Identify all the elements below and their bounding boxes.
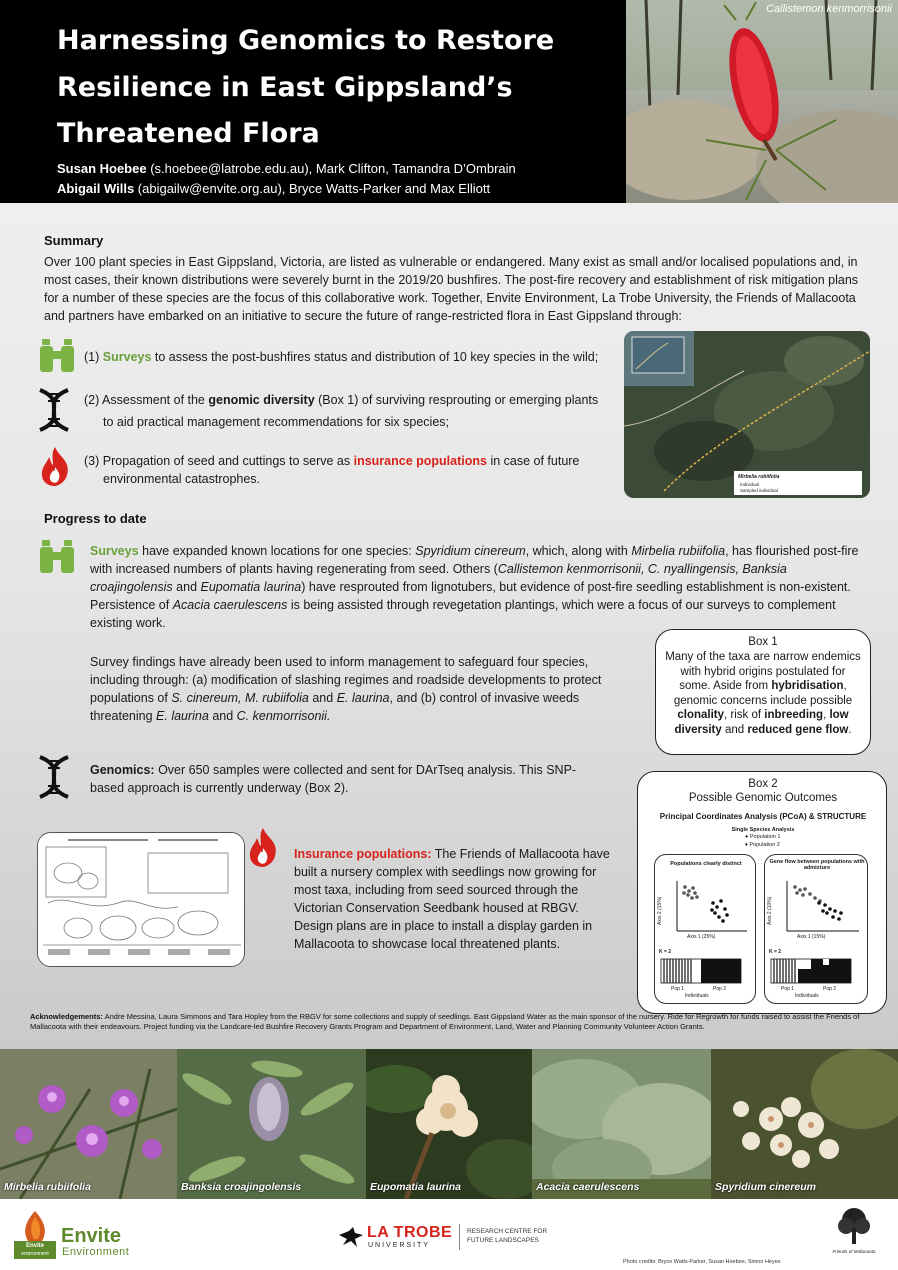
box-1 (655, 629, 871, 755)
binoculars-icon (37, 536, 77, 576)
single-species-label: Single Species Analysis (731, 827, 795, 833)
item-text: in case of future (486, 454, 580, 468)
summary-text: Over 100 plant species in East Gippsland, Victoria, are listed as vulnerable or endangered. Many exist as small and/or localised populations and, in most cases, their known distributions were severely burnt in the 2019/20 bushfires. The post-fire recovery and establishment of risk mitigation plans for a number of these species are the focus of this collaborative work. Together, Envite Environment, La Trobe University, the Friends of Mallacoota and partners have embarked on an initiative to secure the future of range-restricted flora in East Gippsland through: (44, 255, 859, 323)
fire-icon (37, 445, 77, 485)
latrobe-eagle-icon (337, 1225, 365, 1249)
text-run: , which, along with (525, 544, 632, 558)
map-legend-item: Sampled individual (740, 488, 778, 493)
binoculars-icon (37, 335, 77, 375)
photo-credits: Photo credits: Bryce Watts-Parker, Susan Hoebee, Simon Heyes (623, 1259, 781, 1265)
photo-banksia (177, 1049, 366, 1199)
species-name: S. cinereum, M. rubiifolia (171, 691, 309, 705)
surveys-key: Surveys (90, 544, 139, 558)
photo-acacia (532, 1049, 711, 1199)
photo-eupomatia (366, 1049, 532, 1199)
y-axis-label: Axis 2 (15%) (657, 896, 663, 925)
species-name: Acacia caerulescens (172, 598, 288, 612)
friends-label: Friends of Mallacoota (832, 1249, 876, 1254)
author-lead: Susan Hoebee (57, 161, 147, 176)
latrobe-wordmark: LA TROBE (367, 1224, 453, 1241)
genomics-key: Genomics: (90, 763, 155, 777)
progress-surveys-text (90, 542, 865, 632)
hero-caption: Callistemon kenmorrisonii (766, 3, 892, 15)
photo-mirbelia (0, 1049, 177, 1199)
item-number: (1) (84, 350, 103, 364)
legend-pop2: ♦ Population 2 (745, 842, 780, 848)
progress-heading: Progress to date (44, 511, 147, 526)
text-run: , has flourished post-fire with increased numbers of plants having regenerating from seed. Others ( (90, 544, 859, 576)
text-run: low diversity (674, 709, 849, 736)
summary-heading: Summary (44, 233, 104, 248)
summary-item-3 (84, 452, 624, 470)
species-name: E. laurina (336, 691, 390, 705)
poster-title (57, 18, 617, 158)
panel-title: Populations clearly distinct (670, 861, 742, 867)
box-2 (637, 771, 887, 1014)
individuals-label: Individuals (685, 993, 709, 999)
pop-label: Pop 1 (671, 986, 685, 992)
item-text: (3) Propagation of seed and cuttings to serve as (84, 454, 354, 468)
text-run: Acknowledgements: (30, 1012, 103, 1021)
dna-icon (34, 388, 74, 428)
dna-icon (34, 755, 74, 795)
pop-label: Pop 2 (823, 986, 837, 992)
species-name: Spyridium cinereum (415, 544, 526, 558)
fire-icon (245, 826, 285, 866)
legend-pop1: ● Population 1 (745, 834, 781, 840)
species-name: Eupomatia laurina (200, 580, 302, 594)
text-run: and (721, 723, 748, 736)
callistemon-photo (626, 0, 898, 203)
pcoa-panel-distinct (654, 854, 756, 1004)
author-rest: (abigailw@envite.org.au), Bryce Watts-Parker and Max Elliott (134, 181, 491, 196)
text-run: , and (b) control of invasive weeds threatening (90, 691, 580, 723)
research-centre-line-2: FUTURE LANDSCAPES (467, 1237, 539, 1244)
text-run: ) have resprouted from lignotubers, but evidence of post-fire seedling establishment is non-existent. Persistence of (90, 580, 851, 612)
progress-genomics-text (90, 761, 610, 797)
panel-title: Gene flow between populations with admixture (769, 859, 865, 871)
text-run: is being assisted through revegetation plantings, which were a focus of our surveys to complement existing work. (90, 598, 836, 630)
summary-item-1 (84, 348, 624, 366)
insurance-key: Insurance populations: (294, 847, 432, 861)
species-name: C. kenmorrisonii. (236, 709, 331, 723)
legend-label: Population 2 (749, 842, 780, 848)
envite-small-label: Envite (25, 1243, 44, 1249)
envite-small-label-2: environment (21, 1251, 49, 1257)
text-run: . (848, 723, 852, 736)
pop-label: Pop 2 (713, 986, 727, 992)
text-run: The Friends of Mallacoota have built a nursery complex with seedlings now growing for most taxa, including from seed sourced through the Victorian Conservation Seedbank housed at RBGV. Design plans are in place to install a display garden in Mallacoota to showcase local threatened plants. (294, 847, 610, 951)
summary-item-2 (84, 391, 624, 409)
individuals-label: Individuals (795, 993, 819, 999)
item-text: to assess the post-bushfires status and distribution of 10 key species in the wild; (151, 350, 599, 364)
text-run: Over 650 samples were collected and sent for DArTseq analysis. This SNP-based approach is currently underway (Box 2). (90, 763, 577, 795)
text-run: and (308, 691, 337, 705)
text-run: , risk of (724, 709, 765, 721)
item-key: genomic diversity (208, 393, 315, 407)
x-axis-label: Axis 1 (15%) (797, 934, 826, 940)
envite-wordmark: Envite (61, 1225, 122, 1247)
summary-item-3-cont: environmental catastrophes. (103, 472, 261, 486)
y-axis-label: Axis 2 (10%) (767, 896, 773, 925)
text-run: Survey findings have already been used to inform management to safeguard four species, including through: (a) modification of slashing regimes and roadside developments to protect populations of (90, 655, 602, 705)
friends-of-mallacoota-logo (834, 1206, 874, 1250)
progress-insurance-text (294, 845, 614, 953)
environment-wordmark: Environment (62, 1246, 130, 1258)
university-wordmark: UNIVERSITY (368, 1242, 431, 1249)
text-run: reduced gene flow (747, 723, 849, 736)
box-1-text (664, 650, 862, 737)
text-run: clonality (677, 709, 725, 721)
envite-logo (12, 1207, 58, 1261)
summary-item-2-cont: to aid practical management recommendations for six species; (103, 415, 449, 429)
author-rest: (s.hoebee@latrobe.edu.au), Mark Clifton, Tamandra D’Ombrain (146, 161, 516, 176)
nursery-site-plan (37, 832, 245, 967)
species-name: Callistemon kenmorrisonii, C. nyallingensis, Banksia croajingolensis (90, 562, 787, 594)
survey-map (624, 331, 870, 498)
authors-line-2 (57, 181, 490, 196)
text-run: have expanded known locations for one species: (138, 544, 416, 558)
map-legend-item: Individual (740, 482, 760, 487)
item-key: Surveys (102, 350, 152, 364)
progress-management-text (90, 653, 630, 725)
photo-caption: Eupomatia laurina (370, 1181, 462, 1193)
item-key: insurance populations (353, 454, 487, 468)
photo-spyridium (711, 1049, 898, 1199)
k-label: K = 2 (659, 949, 672, 955)
text-run: and (208, 709, 237, 723)
analysis-title: Principal Coordinates Analysis (PCoA) & STRUCTURE (659, 812, 867, 821)
pcoa-panel-admixture (764, 854, 868, 1004)
title-line-3: Threatened Flora (57, 118, 320, 149)
photo-caption: Banksia croajingolensis (181, 1181, 302, 1193)
x-axis-label: Axis 1 (25%) (687, 934, 716, 940)
pop-label: Pop 1 (781, 986, 795, 992)
species-name: E. laurina (156, 709, 209, 723)
photo-caption: Mirbelia rubiifolia (4, 1181, 91, 1193)
item-text: (2) Assessment of the (84, 393, 209, 407)
acknowledgements (30, 1012, 872, 1032)
text-run: Many of the taxa are narrow endemics with hybrid origins postulated for some. Aside from (665, 651, 861, 692)
author-lead: Abigail Wills (57, 181, 135, 196)
box-2-subtitle: Possible Genomic Outcomes (688, 792, 838, 804)
k-label: K = 2 (769, 949, 782, 955)
legend-label: Population 1 (749, 834, 781, 840)
item-text: (Box 1) of surviving resprouting or emerging plants (314, 393, 599, 407)
research-centre-line-1: RESEARCH CENTRE FOR (467, 1228, 548, 1235)
text-run: , genomic concerns include possible (673, 680, 853, 707)
photo-caption: Acacia caerulescens (536, 1181, 640, 1193)
title-line-1: Harnessing Genomics to Restore (57, 25, 555, 56)
text-run: Andre Messina, Laura Simmons and Tara Hopley from the RBGV for some collections and supply of seedlings. East Gippsland Water as the main sponsor of the nursery. Ride for Regrowth for funds raised to assist the Friends of Mallacoota with their endeavours. Project funding via the Landcare-led Bushfire Recovery Grants Program and Department of Environment, Land, Water and Planning Community Volunteer Action Grants. (30, 1012, 860, 1031)
text-run: inbreeding (764, 709, 824, 721)
authors-line-1 (57, 161, 516, 176)
box-1-title: Box 1 (748, 636, 778, 648)
text-run: hybridisation (771, 680, 844, 692)
text-run: and (172, 580, 201, 594)
photo-caption: Spyridium cinereum (715, 1181, 816, 1193)
logo-divider (459, 1224, 460, 1250)
box-2-title: Box 2 (748, 778, 778, 790)
title-line-2: Resilience in East Gippsland’s (57, 71, 513, 103)
species-name: Mirbelia rubiifolia (631, 544, 726, 558)
text-run: , (823, 709, 830, 721)
map-legend-title: Mirbelia rubiifolia (738, 474, 780, 480)
